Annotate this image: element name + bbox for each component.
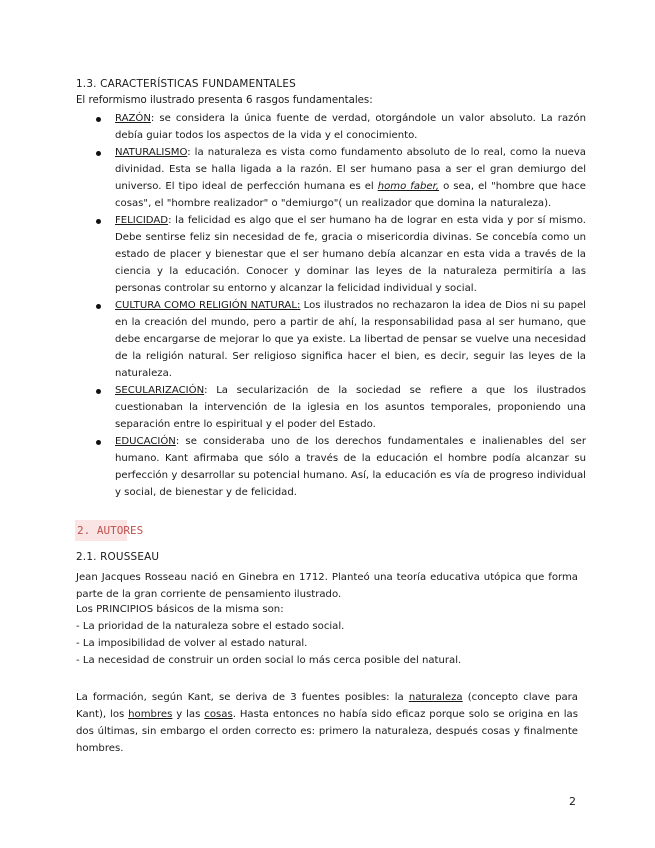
trait-text: : se consideraba uno de los derechos fundamentales e inalienables del ser humano. Kant afirmaba que sólo a través de la educación el hombre podía alcanzar su perfección y desarrollar su potencial humano. Así, la educación es vía de progreso individual y social, de bienestar y de felicidad. — [115, 436, 586, 498]
kant-term-hombres: hombres — [128, 709, 173, 720]
principle-item: - La necesidad de construir un orden social lo más cerca posible del natural. — [76, 655, 462, 666]
list-item — [96, 212, 586, 297]
trait-keyword: CULTURA COMO RELIGIÓN NATURAL: — [115, 300, 301, 311]
trait-text: o sea, el "hombre que hace cosas", el "hombre realizador" o "demiurgo"( un realizador que domina la naturaleza). — [115, 181, 586, 209]
traits-list — [96, 110, 586, 501]
kant-term-naturaleza: naturaleza — [408, 692, 463, 703]
section-intro: El reformismo ilustrado presenta 6 rasgos fundamentales: — [76, 95, 373, 106]
trait-keyword: SECULARIZACIÓN — [115, 385, 205, 396]
trait-text: : la felicidad es algo que el ser humano ha de lograr en esta vida y por sí mismo. Debe sentirse feliz sin necesidad de fe, gracia o misericordia divinas. Se concebía como un estado de placer y bienestar que el ser humano debía alcanzar en esta vida a través de la ciencia y la educación. Conocer y dominar las leyes de la naturaleza permitiría a las personas controlar su entorno y alcanzar la felicidad individual y social. — [115, 215, 586, 294]
list-item — [96, 144, 586, 212]
bullet-icon — [96, 219, 101, 224]
section-title: 1.3. CARACTERÍSTICAS FUNDAMENTALES — [76, 78, 296, 90]
bullet-icon — [96, 151, 101, 156]
kant-text: (concepto clave para Kant), los — [76, 692, 578, 720]
trait-text: : la naturaleza es vista como fundamento absoluto de lo real, como la nueva divinidad. Esta se halla ligada a la razón. El ser humano pasa a ser el gran demiurgo del universo. El tipo ideal de perfección humana es el — [115, 147, 586, 192]
trait-keyword: EDUCACIÓN — [115, 436, 176, 447]
kant-text: La formación, según Kant, se deriva de 3 fuentes posibles: la — [76, 692, 409, 703]
emphasis-term: homo faber, — [377, 181, 440, 192]
trait-text: : La secularización de la sociedad se refiere a que los ilustrados cuestionaban la intervención de la iglesia en los asuntos temporales, proponiendo una separación entre lo espiritual y el poder del Estado. — [115, 385, 586, 430]
bullet-icon — [96, 117, 101, 122]
trait-text: : se considera la única fuente de verdad, otorgándole un valor absoluto. La razón debía guiar todos los aspectos de la vida y el conocimiento. — [115, 113, 586, 141]
authors-header: 2. AUTORES — [75, 520, 127, 541]
rousseau-title: 2.1. ROUSSEAU — [76, 551, 160, 563]
principle-item: - La imposibilidad de volver al estado natural. — [76, 638, 308, 649]
page-number: 2 — [569, 795, 576, 808]
kant-paragraph — [76, 689, 578, 757]
list-item — [96, 110, 586, 144]
principles-intro: Los PRINCIPIOS básicos de la misma son: — [76, 604, 284, 615]
kant-term-cosas: cosas — [204, 709, 233, 720]
kant-text: y las — [172, 709, 205, 720]
trait-keyword: RAZÓN — [115, 113, 151, 124]
kant-text: . Hasta entonces no había sido eficaz porque solo se origina en las dos últimas, sin embargo el orden correcto es: primero la naturaleza, después cosas y finalmente hombres. — [76, 709, 578, 754]
trait-keyword: NATURALISMO — [115, 147, 188, 158]
bullet-icon — [96, 440, 101, 445]
principle-item: - La prioridad de la naturaleza sobre el estado social. — [76, 621, 345, 632]
rousseau-paragraph: Jean Jacques Rosseau nació en Ginebra en 1712. Planteó una teoría educativa utópica que forma parte de la gran corriente de pensamiento ilustrado. — [76, 572, 578, 600]
list-item — [96, 382, 586, 433]
list-item — [96, 433, 586, 501]
bullet-icon — [96, 389, 101, 394]
bullet-icon — [96, 304, 101, 309]
trait-keyword: FELICIDAD — [115, 215, 169, 226]
list-item — [96, 297, 586, 382]
trait-text: Los ilustrados no rechazaron la idea de Dios ni su papel en la creación del mundo, pero a partir de ahí, la responsabilidad pasa al ser humano, que debe encargarse de mejorar lo que ya existe. La libertad de pensar se vuelve una necesidad de la religión natural. Ser religioso significa hacer el bien, es decir, seguir las leyes de la naturaleza. — [115, 300, 586, 379]
